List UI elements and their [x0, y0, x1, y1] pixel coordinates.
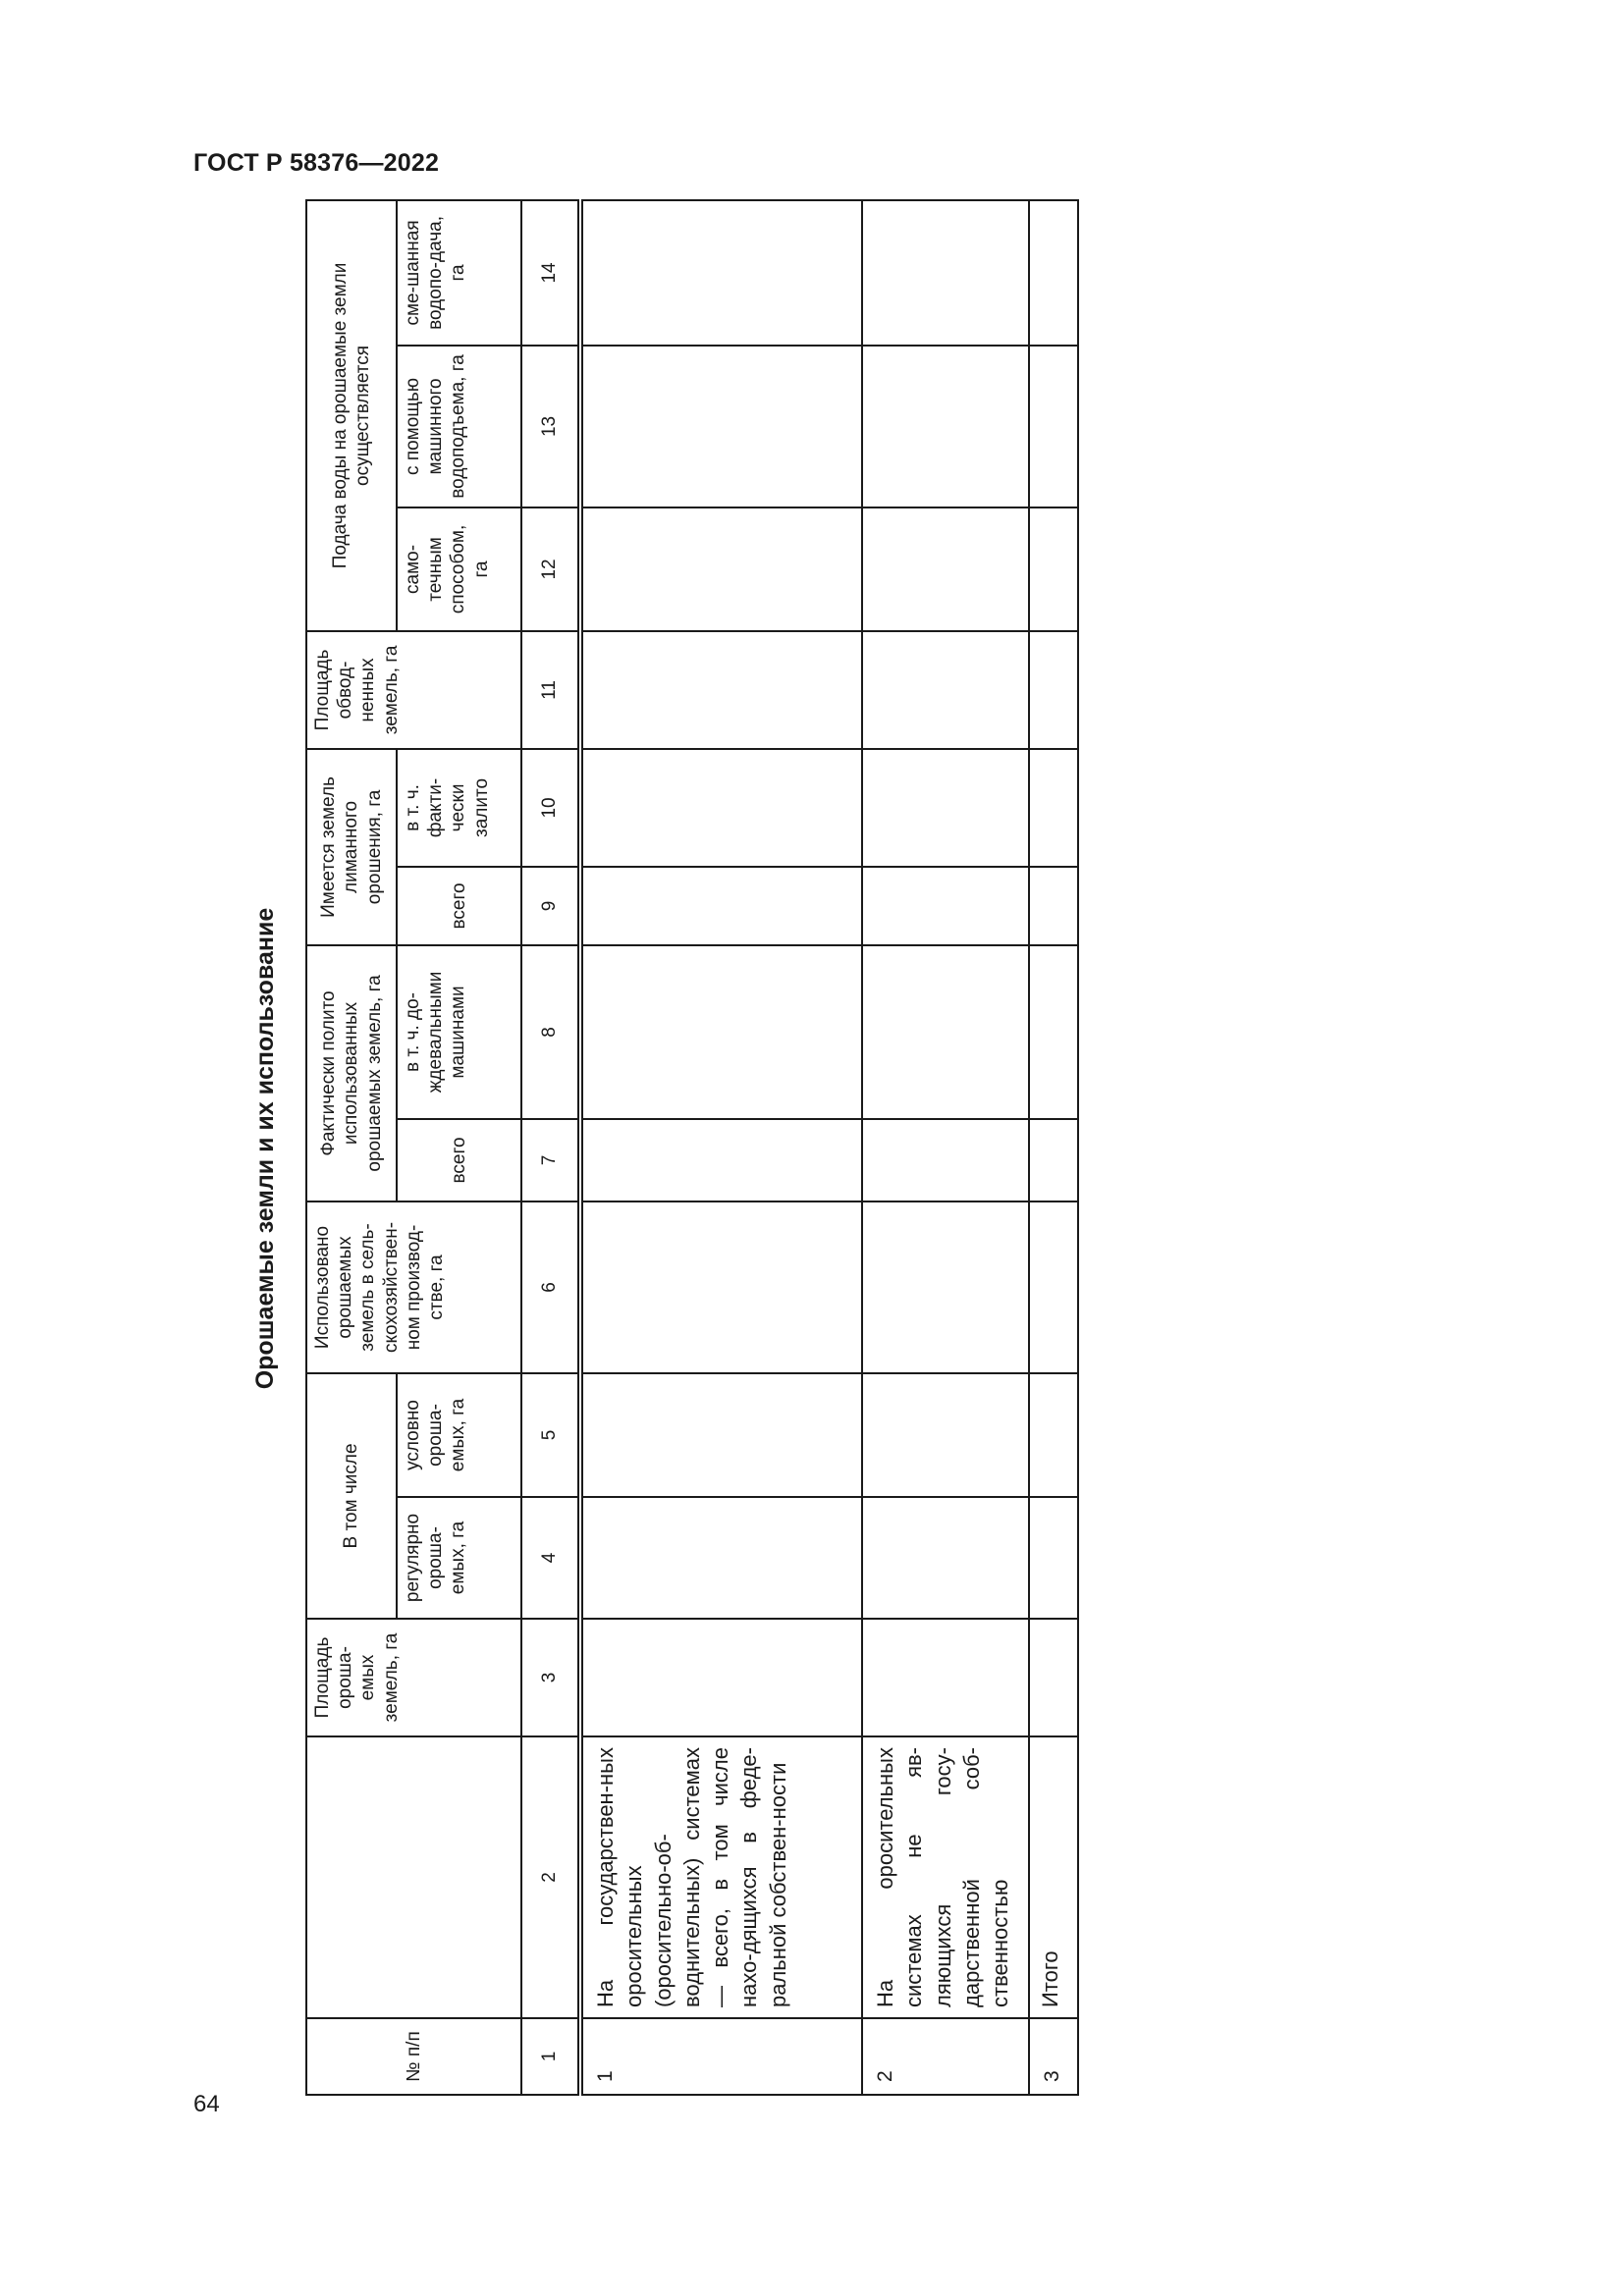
table-row	[862, 200, 1029, 2095]
column-number: 11	[521, 631, 580, 749]
table-caption: Орошаемые земли и их использование	[250, 907, 279, 1390]
header-mixed: сме-шанная водопо-дача, га	[397, 200, 521, 346]
rotated-table-container	[250, 201, 1063, 2096]
irrigated-lands-table	[305, 199, 1079, 2096]
data-cell	[1029, 867, 1078, 945]
column-number: 3	[521, 1619, 580, 1736]
page-number: 64	[193, 2091, 220, 2117]
data-cell	[1029, 200, 1078, 346]
header-num: № п/п	[306, 2018, 521, 2095]
column-number: 8	[521, 945, 580, 1119]
data-cell	[1029, 1373, 1078, 1497]
header-conditional: условно ороша-емых, га	[397, 1373, 521, 1497]
data-cell	[580, 346, 862, 507]
data-cell	[862, 631, 1029, 749]
data-cell	[862, 749, 1029, 867]
data-cell	[862, 1373, 1029, 1497]
row-number: 1	[580, 2018, 862, 2095]
data-cell	[580, 1201, 862, 1373]
column-number: 13	[521, 346, 580, 507]
data-cell	[1029, 507, 1078, 631]
data-cell	[862, 945, 1029, 1119]
column-number: 6	[521, 1201, 580, 1373]
table-row	[1029, 200, 1078, 2095]
data-cell	[580, 507, 862, 631]
column-number: 5	[521, 1373, 580, 1497]
data-cell	[1029, 346, 1078, 507]
data-cell	[580, 1119, 862, 1201]
row-number: 2	[862, 2018, 1029, 2095]
row-label: На государствен-ных оросительных (оросительно-об-воднительных) системах — всего, в том числе нахо-дящихся в феде-ральной собствен-ности	[580, 1736, 862, 2018]
header-area: Площадь ороша-емых земель, га	[306, 1619, 521, 1736]
row-number: 3	[1029, 2018, 1078, 2095]
data-cell	[1029, 1497, 1078, 1619]
data-cell	[580, 200, 862, 346]
data-cell	[580, 867, 862, 945]
document-title: ГОСТ Р 58376—2022	[193, 149, 440, 177]
data-cell	[1029, 1201, 1078, 1373]
data-cell	[1029, 1619, 1078, 1736]
data-cell	[862, 1619, 1029, 1736]
header-name	[306, 1736, 521, 2018]
column-number: 10	[521, 749, 580, 867]
header-actual-total: всего	[397, 1119, 521, 1201]
data-cell	[862, 867, 1029, 945]
data-cell	[862, 346, 1029, 507]
header-drained: Площадь обвод-ненных земель, га	[306, 631, 521, 749]
data-cell	[580, 749, 862, 867]
header-actual-sprinkler: в т. ч. до-ждевальными машинами	[397, 945, 521, 1119]
row-label: На оросительных системах не яв-ляющихся госу-дарственной соб-ственностью	[862, 1736, 1029, 2018]
column-number: 1	[521, 2018, 580, 2095]
data-cell	[580, 1497, 862, 1619]
header-gravity: само-течным способом, га	[397, 507, 521, 631]
column-numbers-row	[521, 200, 580, 2095]
data-cell	[580, 1619, 862, 1736]
data-cell	[862, 1201, 1029, 1373]
data-cell	[862, 507, 1029, 631]
header-liman: Имеется земель лиманного орошения, га	[306, 749, 397, 945]
data-cell	[862, 1497, 1029, 1619]
data-cell	[580, 945, 862, 1119]
column-number: 9	[521, 867, 580, 945]
data-cell	[862, 200, 1029, 346]
column-number: 7	[521, 1119, 580, 1201]
header-liman-flooded: в т. ч. факти-чески залито	[397, 749, 521, 867]
data-cell	[1029, 1119, 1078, 1201]
column-number: 2	[521, 1736, 580, 2018]
data-cell	[862, 1119, 1029, 1201]
row-label: Итого	[1029, 1736, 1078, 2018]
table-row	[580, 200, 862, 2095]
data-cell	[1029, 945, 1078, 1119]
column-number: 4	[521, 1497, 580, 1619]
header-supply: Подача воды на орошаемые земли осуществляется	[306, 200, 397, 631]
header-regular: регулярно ороша-емых, га	[397, 1497, 521, 1619]
column-number: 12	[521, 507, 580, 631]
header-used: Использовано орошаемых земель в сель-скохозяйствен-ном производ-стве, га	[306, 1201, 521, 1373]
header-including: В том числе	[306, 1373, 397, 1619]
header-actual: Фактически полито использованных орошаемых земель, га	[306, 945, 397, 1201]
header-liman-total: всего	[397, 867, 521, 945]
data-cell	[1029, 631, 1078, 749]
data-cell	[1029, 749, 1078, 867]
header-pump: с помощью машинного водоподъема, га	[397, 346, 521, 507]
column-number: 14	[521, 200, 580, 346]
data-cell	[580, 1373, 862, 1497]
data-cell	[580, 631, 862, 749]
